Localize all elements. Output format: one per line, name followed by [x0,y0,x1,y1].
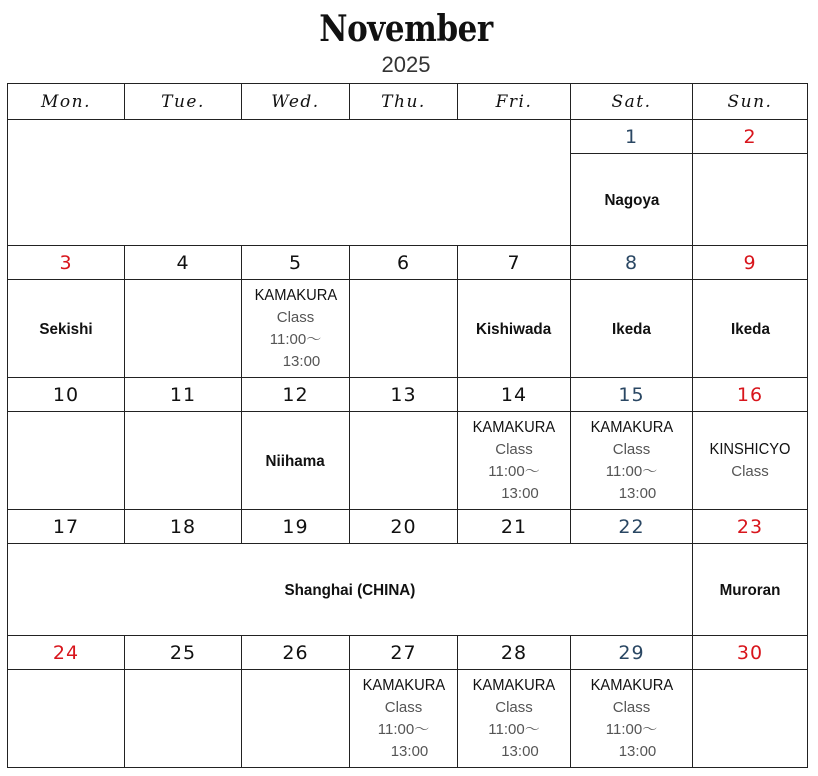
calendar-grid [7,83,808,768]
class-event [350,675,457,763]
day-number: 26 [242,636,350,670]
day-cell [458,280,571,378]
day-number: 24 [8,636,125,670]
week-3-event-row [8,412,808,510]
day-number: 7 [458,246,571,280]
event-place: Shanghai (CHINA) [284,581,416,599]
class-time-start: 11:00～ [605,462,658,480]
weekday-fri: Fri. [458,84,571,120]
day-cell [571,670,693,768]
day-cell [125,280,242,378]
day-cell [693,412,808,510]
day-number: 28 [458,636,571,670]
class-label: Class [612,698,651,716]
weekday-wed: Wed. [242,84,350,120]
day-number: 2 [693,120,808,154]
weekday-header-row [8,84,808,120]
day-number: 30 [693,636,808,670]
day-number: 4 [125,246,242,280]
calendar-year: 2025 [381,52,431,77]
week-2-event-row [8,280,808,378]
weekday-sat: Sat. [571,84,693,120]
class-label: Class [731,462,769,480]
week-2-date-row [8,246,808,280]
day-number: 22 [571,510,693,544]
class-label: Class [276,308,315,326]
day-cell [571,280,693,378]
day-number: 13 [350,378,458,412]
class-time-start: 11:00～ [269,330,322,348]
day-number: 14 [458,378,571,412]
day-number: 25 [125,636,242,670]
day-number: 17 [8,510,125,544]
day-cell [693,280,808,378]
class-label: Class [612,440,651,458]
class-event [571,675,692,763]
day-number: 19 [242,510,350,544]
day-number: 9 [693,246,808,280]
day-number: 5 [242,246,350,280]
day-cell [350,670,458,768]
day-number: 21 [458,510,571,544]
day-cell [571,154,693,246]
week-4-event-row [8,544,808,636]
day-number: 10 [8,378,125,412]
empty-days [8,120,571,246]
class-time-start: 11:00～ [488,462,540,480]
week-3-date-row [8,378,808,412]
weekday-sun: Sun. [693,84,808,120]
event-place: Ikeda [730,320,770,338]
class-time-end: 13:00 [618,484,657,502]
day-number: 27 [350,636,458,670]
weekday-thu: Thu. [350,84,458,120]
class-event [458,417,570,505]
kinshicyo-event [693,439,807,483]
event-place: Nagoya [604,191,659,209]
class-time-start: 11:00～ [488,720,540,738]
day-cell [693,154,808,246]
day-number: 15 [571,378,693,412]
day-cell [350,280,458,378]
day-number: 6 [350,246,458,280]
event-place: Kishiwada [476,320,552,338]
class-title: KAMAKURA [362,676,445,694]
day-number: 12 [242,378,350,412]
day-cell [458,670,571,768]
day-cell [350,412,458,510]
day-number: 18 [125,510,242,544]
class-label: Class [384,698,423,716]
day-cell [125,670,242,768]
class-time-end: 13:00 [618,742,657,760]
weekday-tue: Tue. [125,84,242,120]
day-cell [8,412,125,510]
day-number: 8 [571,246,693,280]
class-time-end: 13:00 [501,484,539,502]
class-title: KAMAKURA [590,676,673,694]
weekday-mon: Mon. [8,84,125,120]
event-place: Ikeda [612,320,651,338]
day-number: 20 [350,510,458,544]
day-number: 11 [125,378,242,412]
day-number: 3 [8,246,125,280]
event-place: Niihama [265,452,326,470]
trip-span-cell [8,544,693,636]
day-number: 16 [693,378,808,412]
calendar-month-title: November [319,8,493,50]
class-label: Class [495,698,533,716]
event-place: Muroran [719,581,781,599]
class-time-end: 13:00 [282,352,321,370]
week-4-date-row [8,510,808,544]
day-cell [242,412,350,510]
week-5-date-row [8,636,808,670]
day-number: 29 [571,636,693,670]
class-label: Class [495,440,533,458]
class-time-end: 13:00 [390,742,429,760]
day-cell [8,670,125,768]
day-cell [458,412,571,510]
week-5-event-row [8,670,808,768]
day-number: 1 [571,120,693,154]
class-time-end: 13:00 [501,742,539,760]
day-cell [693,544,808,636]
class-event [571,417,692,505]
day-number: 23 [693,510,808,544]
class-title: KAMAKURA [254,286,337,304]
class-event [458,675,570,763]
class-time-start: 11:00～ [605,720,658,738]
class-time-start: 11:00～ [377,720,430,738]
day-cell [571,412,693,510]
week-1-date-row [8,120,808,154]
day-cell [242,280,350,378]
class-title: KAMAKURA [590,418,673,436]
class-title: KINSHICYO [709,440,791,458]
day-cell [693,670,808,768]
event-place: Sekishi [39,320,93,338]
day-cell [125,412,242,510]
class-event [242,285,349,373]
class-title: KAMAKURA [472,676,556,694]
class-title: KAMAKURA [472,418,556,436]
day-cell [8,280,125,378]
day-cell [242,670,350,768]
